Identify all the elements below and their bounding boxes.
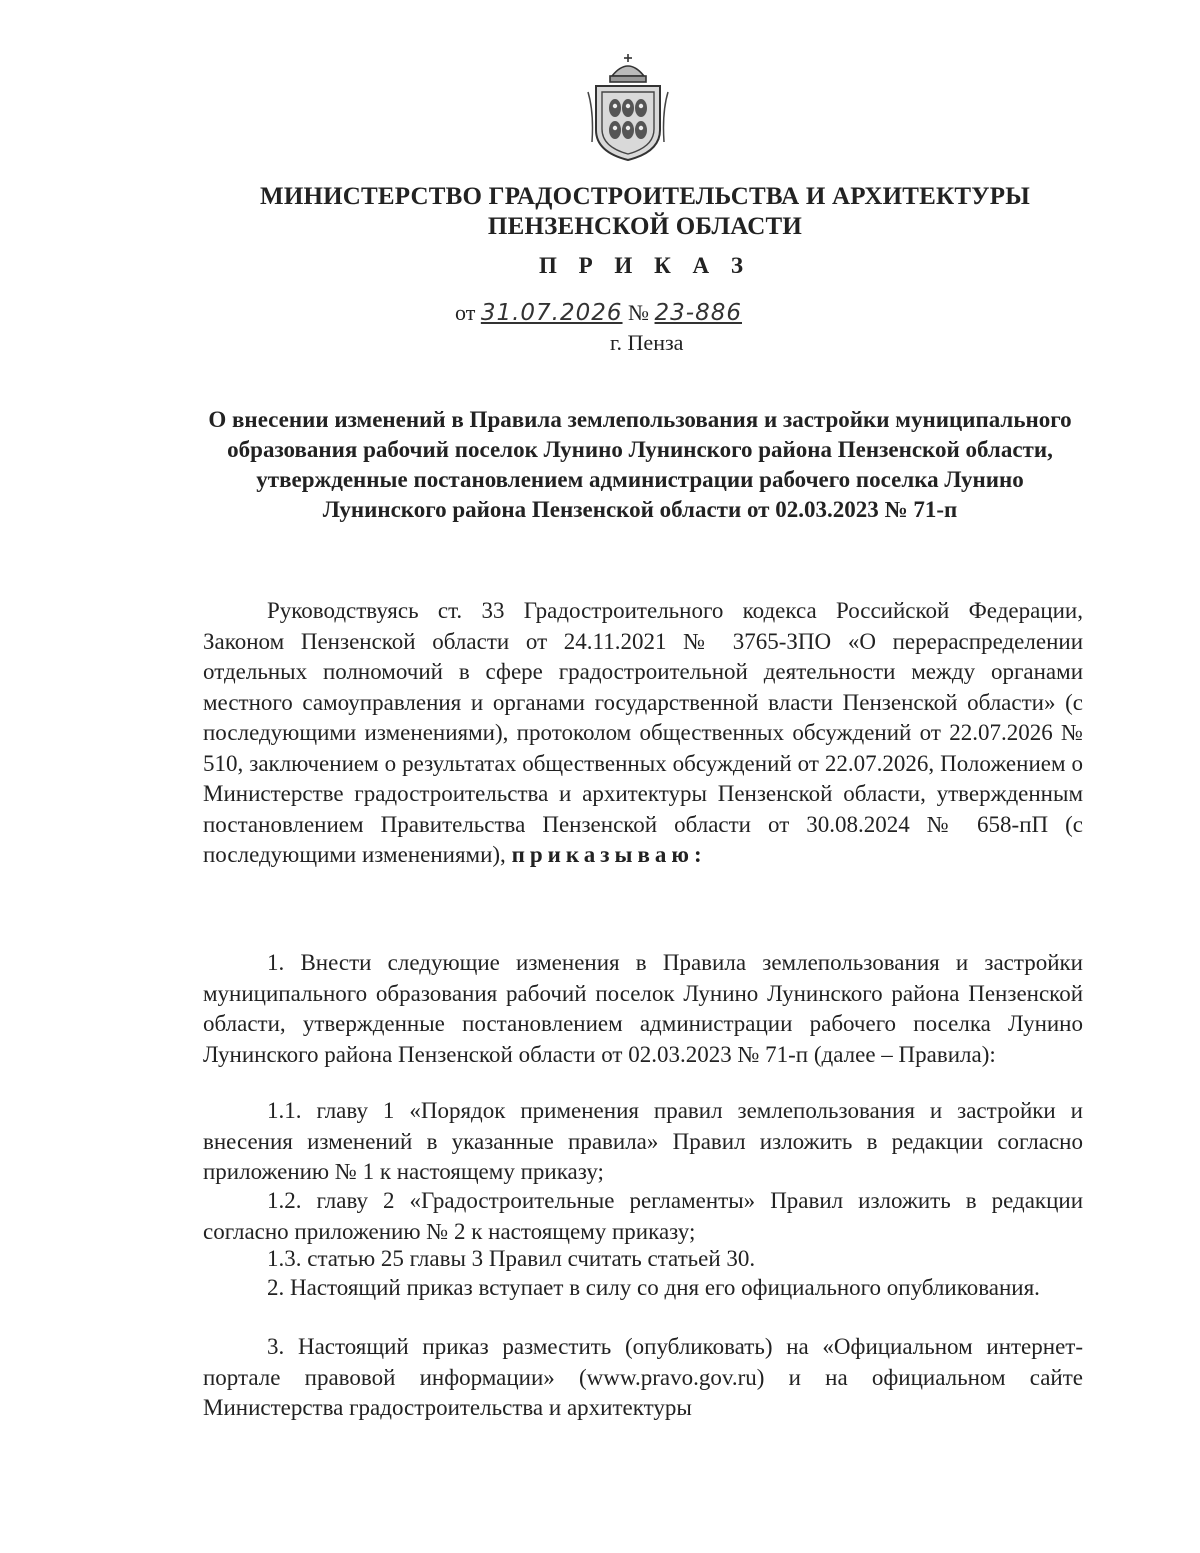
- number-prefix: №: [628, 300, 650, 325]
- item-1-3: 1.3. статью 25 главы 3 Правил считать статьей 30.: [267, 1246, 756, 1271]
- document-type: П Р И К А З: [538, 253, 751, 278]
- preamble-text: Руководствуясь ст. 33 Градостроительного кодекса Российской Федерации, Законом Пензенской области от 24.11.2021 № 3765-ЗПО «О перераспределении отдельных полномочий в сфере градостроительной деятельности между органами местного самоуправления и органами государственной власти Пензенской области» (с последующими изменениями), протоколом общественных обсуждений от 22.07.2026 № 510, заключением о результатах общественных обсуждений от 22.07.2026, Положением о Министерстве градостроительства и архитектуры Пензенской области, утвержденным постановлением Правительства Пензенской области от 30.08.2024 № 658-пП (с последующими изменениями),: [203, 598, 1083, 867]
- date-number-line: [455, 300, 742, 326]
- handwritten-number: 23-886: [654, 300, 742, 326]
- item-2: 2. Настоящий приказ вступает в силу со дня его официального опубликования.: [267, 1275, 1040, 1300]
- preamble-paragraph: [203, 596, 1083, 871]
- order-verb: приказываю:: [511, 842, 707, 867]
- ministry-name-line1: МИНИСТЕРСТВО ГРАДОСТРОИТЕЛЬСТВА И АРХИТЕКТУРЫ: [260, 183, 1030, 210]
- document-title: О внесении изменений в Правила землепользования и застройки муниципального образования рабочий поселок Лунино Лунинского района Пензенской области, утвержденные постановлением администрации рабочего поселка Лунино Лунинского района Пензенской области от 02.03.2023 № 71-п: [208, 407, 1072, 522]
- item-1-1: 1.1. главу 1 «Порядок применения правил землепользования и застройки и внесения изменений в указанные правила» Правил изложить в редакции согласно приложению № 1 к настоящему приказу;: [203, 1098, 1083, 1184]
- city-name: г. Пенза: [610, 330, 684, 355]
- date-prefix: от: [455, 300, 476, 325]
- handwritten-date: 31.07.2026: [480, 300, 623, 326]
- ministry-name-line2: ПЕНЗЕНСКОЙ ОБЛАСТИ: [487, 213, 803, 240]
- item-3: 3. Настоящий приказ разместить (опубликовать) на «Официальном интернет-портале правовой информации» (www.pravo.gov.ru) и на официальном сайте Министерства градостроительства и архитектуры: [203, 1334, 1083, 1420]
- item-1: 1. Внести следующие изменения в Правила землепользования и застройки муниципального образования рабочий поселок Лунино Лунинского района Пензенской области, утвержденные постановлением администрации рабочего поселка Лунино Лунинского района Пензенской области от 02.03.2023 № 71-п (далее – Правила):: [203, 950, 1083, 1067]
- item-1-2: 1.2. главу 2 «Градостроительные регламенты» Правил изложить в редакции согласно приложению № 2 к настоящему приказу;: [203, 1188, 1083, 1244]
- coat-of-arms-emblem: [584, 52, 672, 164]
- ministry-header: [0, 182, 1200, 242]
